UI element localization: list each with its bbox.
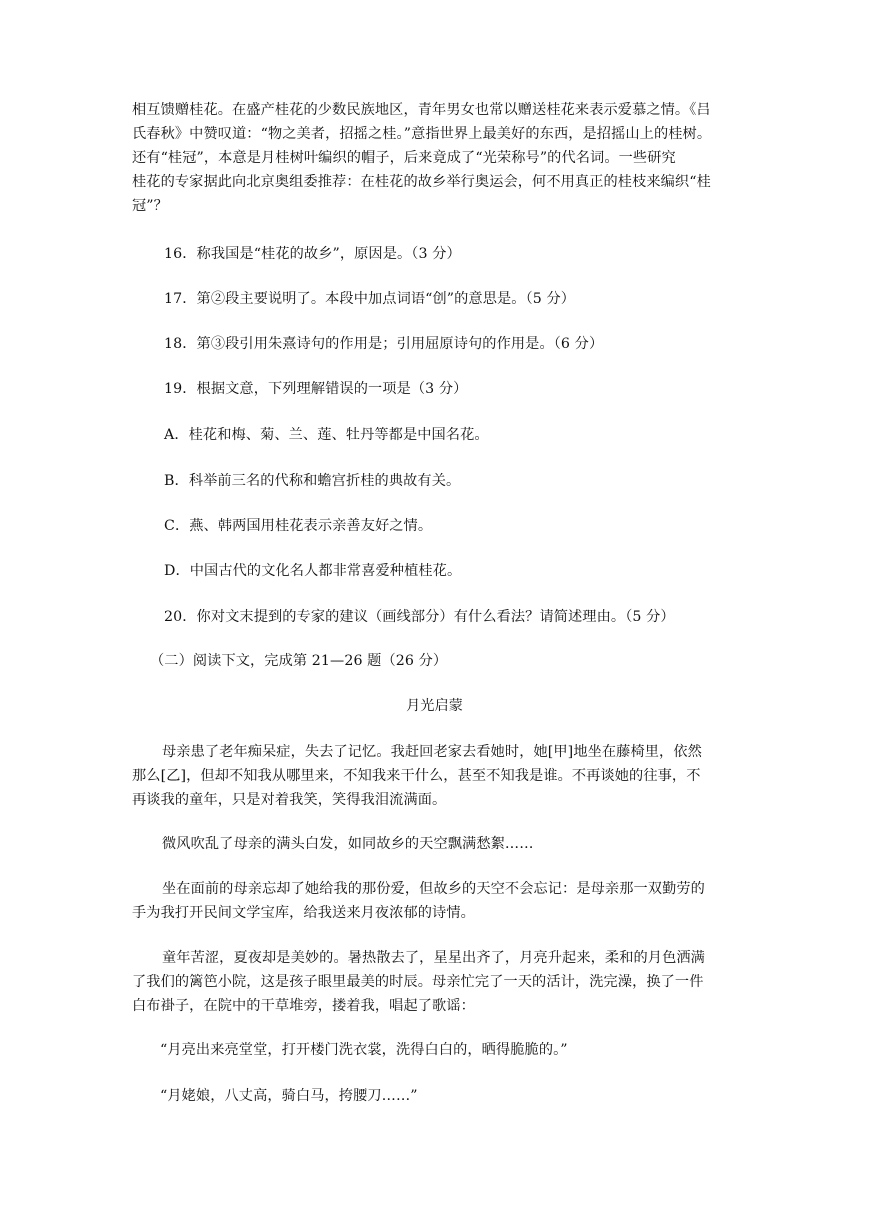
essay-paragraph-5: “月亮出来亮堂堂，打开楼门洗衣裳，洗得白白的，晒得脆脆的。” — [160, 1042, 568, 1058]
essay-line: 坐在面前的母亲忘却了她给我的那份爱，但故乡的天空不会忘记：是母亲那一双勤劳的 — [162, 881, 705, 897]
essay-line: 了我们的篱笆小院，这是孩子眼里最美的时辰。母亲忙完了一天的活计，洗完澡，换了一件 — [132, 974, 704, 990]
question-20: 20．你对文末提到的专家的建议（画线部分）有什么看法？请简述理由。（5 分） — [164, 609, 675, 625]
essay-title: 月光启蒙 — [406, 698, 463, 714]
option-d: D．中国古代的文化名人都非常喜爱种植桂花。 — [164, 563, 462, 579]
essay-paragraph-4 — [132, 946, 740, 1018]
essay-line: 白布褂子，在院中的干草堆旁，搂着我，唱起了歌谣： — [132, 998, 475, 1014]
essay-line: 童年苦涩，夏夜却是美妙的。暑热散去了，星星出齐了，月亮升起来，柔和的月色洒满 — [162, 950, 705, 966]
passage-line: 桂花的专家据此向北京奥组委推荐：在桂花的故乡举行奥运会，何不用真正的桂枝来编织“桂 — [132, 174, 711, 190]
essay-line: 母亲患了老年痴呆症，失去了记忆。我赶回老家去看她时，她[甲]地坐在藤椅里，依然 — [162, 744, 702, 760]
option-b: B．科举前三名的代称和蟾宫折桂的典故有关。 — [164, 473, 461, 489]
passage-line: 还有“桂冠”，本意是月桂树叶编织的帽子，后来竟成了“光荣称号”的代名词。一些研究 — [132, 150, 676, 166]
question-19: 19．根据文意，下列理解错误的一项是（3 分） — [164, 381, 468, 397]
essay-paragraph-2: 微风吹乱了母亲的满头白发，如同故乡的天空飘满愁絮…… — [162, 836, 534, 852]
passage-line: 冠”？ — [132, 198, 168, 214]
question-17: 17．第②段主要说明了。本段中加点词语“创”的意思是。（5 分） — [164, 291, 576, 307]
passage-line: 氏春秋》中赞叹道：“物之美者，招摇之桂。”意指世界上最美好的东西，是招摇山上的桂树。 — [132, 126, 712, 142]
top-passage — [132, 98, 740, 218]
option-a: A．桂花和梅、菊、兰、莲、牡丹等都是中国名花。 — [164, 427, 489, 443]
essay-paragraph-1 — [132, 740, 740, 812]
question-16: 16．称我国是“桂花的故乡”，原因是。（3 分） — [164, 246, 461, 262]
passage-line: 相互馈赠桂花。在盛产桂花的少数民族地区，青年男女也常以赠送桂花来表示爱慕之情。《吕 — [132, 102, 711, 118]
essay-paragraph-6: “月姥娘，八丈高，骑白马，挎腰刀……” — [160, 1088, 418, 1104]
essay-paragraph-3 — [132, 877, 740, 925]
essay-line: 手为我打开民间文学宝库，给我送来月夜浓郁的诗情。 — [132, 905, 475, 921]
question-18: 18．第③段引用朱熹诗句的作用是；引用屈原诗句的作用是。（6 分） — [164, 336, 604, 352]
essay-line: 那么[乙]，但却不知我从哪里来，不知我来干什么，甚至不知我是谁。不再谈她的往事，不 — [132, 768, 701, 784]
essay-line: 再谈我的童年，只是对着我笑，笑得我泪流满面。 — [132, 792, 447, 808]
section-header: （二）阅读下文，完成第 21—26 题（26 分） — [150, 653, 448, 669]
option-c: C．燕、韩两国用桂花表示亲善友好之情。 — [164, 518, 433, 534]
